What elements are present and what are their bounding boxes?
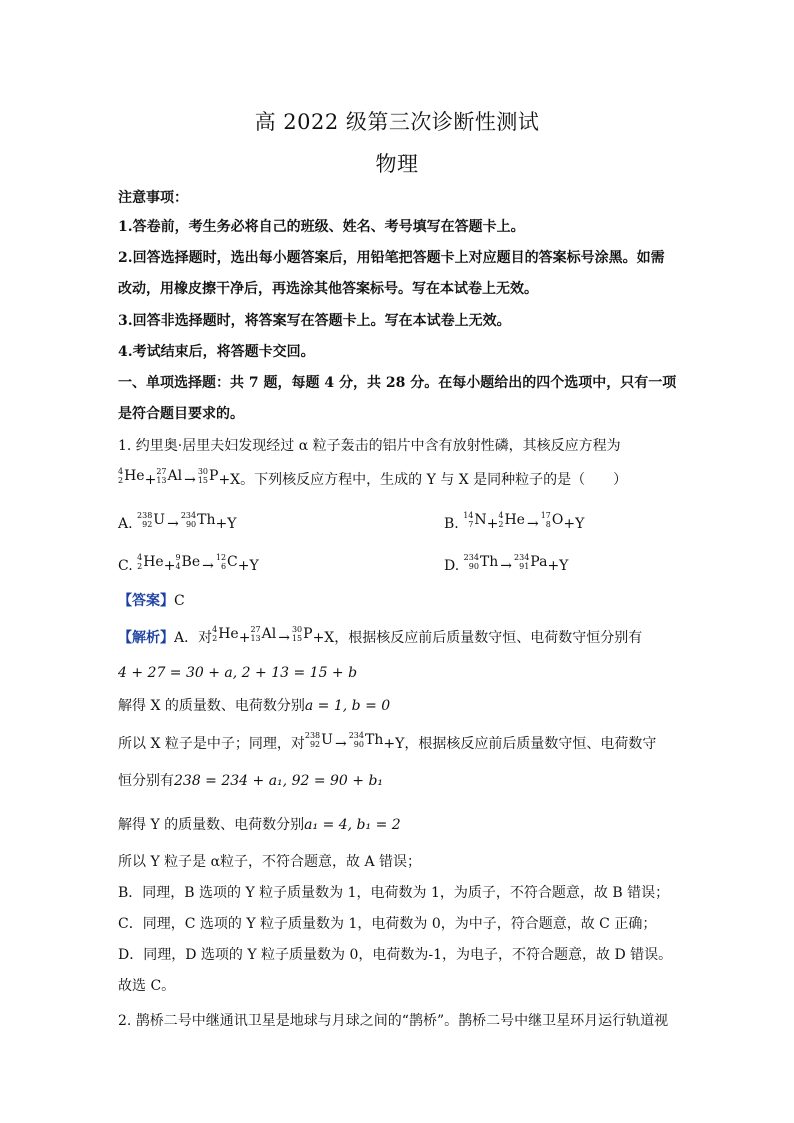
section-heading-cont: 是符合题目要求的。 (118, 406, 244, 422)
q1-stem: 1. 约里奥·居里夫妇发现经过 α 粒子轰击的铝片中含有放射性磷，其核反应方程为 (118, 438, 621, 454)
notice-item-3: 3.回答非选择题时，将答案写在答题卡上。写在本试卷上无效。 (118, 313, 511, 329)
conclusion-a: 所以 Y 粒子是 α粒子，不符合题意，故 A 错误； (118, 854, 422, 870)
notice-item-4: 4.考试结束后，将答题卡交回。 (118, 344, 315, 360)
reaction-arrow: → (184, 472, 196, 488)
q1-option-b: B. 14 7 N+ 4 2 He → 17 8 O+Y (444, 511, 585, 532)
answer-value: C (174, 593, 185, 609)
solve-x: 解得 X 的质量数、电荷数分别a = 1, b = 0 (118, 698, 391, 714)
plus-sign: + (144, 472, 157, 488)
analysis-tag: 【解析】 (118, 630, 174, 646)
section-heading: 一、单项选择题：共 7 题，每题 4 分，共 28 分。在每小题给出的四个选项中，只有一项 (118, 375, 677, 391)
q1-stem-tail: 。下列核反应方程中，生成的 Y 与 X 是同种粒子的是（ ） (240, 472, 628, 488)
q1-option-c: C. 4 2 He+ 9 4 Be → 12 6 C+Y (118, 553, 259, 574)
nuclide-al: 27 13 Al (156, 467, 183, 485)
nuclide-p: 30 15 P (197, 467, 219, 485)
conclusion-d: D．同理，D 选项的 Y 粒子质量数为 0，电荷数为-1，为电子，不符合题意，故 D 错误。 (118, 947, 673, 963)
equation-2: 恒分别有238 = 234 + a₁, 92 = 90 + b₁ (118, 773, 384, 789)
final-choice: 故选 C。 (118, 978, 176, 994)
exam-title: 高 2022 级第三次诊断性测试 (254, 110, 540, 134)
subject-title: 物理 (375, 152, 419, 176)
so-x-neutron: 所以 X 粒子是中子；同理，对 238 92 U → 234 90 Th+Y，根据核反应前后质量数守恒、电荷数守 (118, 731, 657, 752)
notice-item-2: 2.回答选择题时，选出每小题答案后，用铅笔把答题卡上对应题目的答案标号涂黑。如需 (118, 250, 665, 266)
q1-analysis-a: 【解析】A．对 4 2 He+ 27 13 Al → 30 15 P+X，根据核反应前后质量数守恒、电荷数守恒分别有 (118, 625, 643, 646)
conclusion-c: C．同理，C 选项的 Y 粒子质量数为 1，电荷数为 0，为中子，符合题意，故 C 正确； (118, 916, 657, 932)
nuclide-he: 4 2 He (118, 467, 145, 485)
solve-y: 解得 Y 的质量数、电荷数分别a₁ = 4, b₁ = 2 (118, 817, 401, 833)
q1-option-d: D. 234 90 Th → 234 91 Pa+Y (444, 553, 569, 574)
notice-heading: 注意事项： (118, 190, 188, 206)
answer-tag: 【答案】 (118, 593, 174, 609)
equation-1: 4 + 27 = 30 + a, 2 + 13 = 15 + b (118, 665, 358, 681)
notice-item-2-cont: 改动，用橡皮擦干净后，再选涂其他答案标号。写在本试卷上无效。 (118, 281, 538, 297)
notice-item-1: 1.答卷前，考生务必将自己的班级、姓名、考号填写在答题卡上。 (118, 219, 525, 235)
q1-answer (118, 591, 678, 611)
conclusion-b: B．同理，B 选项的 Y 粒子质量数为 1，电荷数为 1，为质子，不符合题意，故 B 错误； (118, 885, 670, 901)
q1-option-a: A. 238 92 U → 234 90 Th+Y (118, 511, 237, 532)
q1-equation-line (118, 466, 678, 494)
q2-stem: 2. 鹊桥二号中继通讯卫星是地球与月球之间的“鹊桥”。鹊桥二号中继卫星环月运行轨道视 (118, 1013, 669, 1029)
particle-x: +X (218, 472, 241, 488)
